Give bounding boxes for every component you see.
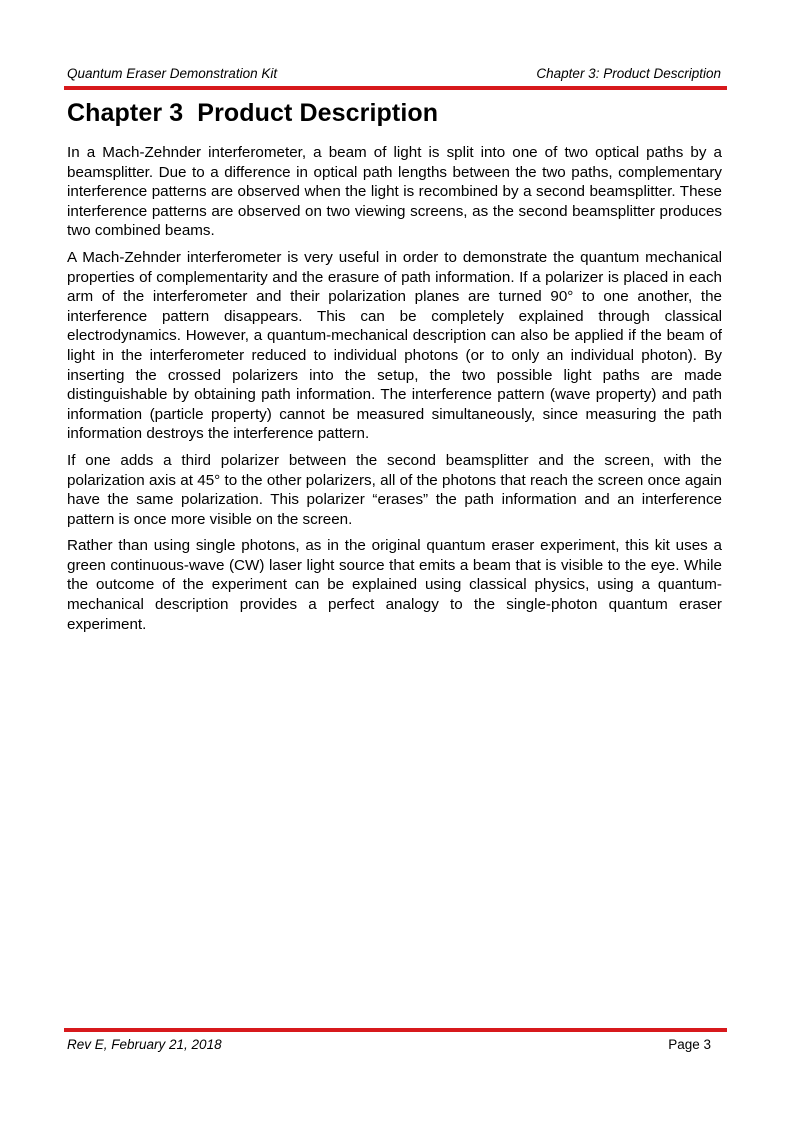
- body-text: [67, 143, 722, 641]
- footer-rule: [64, 1028, 727, 1032]
- chapter-title: Chapter 3 Product Description: [67, 99, 439, 127]
- body-paragraph: A Mach-Zehnder interferometer is very useful in order to demonstrate the quantum mechanical properties of complementarity and the erasure of path information. If a polarizer is placed in each arm of the interferometer and their polarization planes are turned 90° to one another, the interference pattern disappears. This can be completely explained through classical electrodynamics. However, a quantum-mechanical description can also be applied if the beam of light in the interferometer reduced to individual photons (or to only an individual photon). By inserting the crossed polarizers into the setup, the two possible light paths are made distinguishable by obtaining path information. The interference pattern (wave property) and path information (particle property) cannot be measured simultaneously, since measuring the path information destroys the interference pattern.: [67, 248, 722, 443]
- header-document-title: Quantum Eraser Demonstration Kit: [67, 66, 278, 81]
- footer-revision: Rev E, February 21, 2018: [67, 1037, 222, 1052]
- footer-page-number: Page 3: [668, 1037, 711, 1052]
- body-paragraph: Rather than using single photons, as in the original quantum eraser experiment, this kit uses a green continuous-wave (CW) laser light source that emits a beam that is visible to the eye. While the outcome of the experiment can be explained using classical physics, using a quantum-mechanical description provides a perfect analogy to the single-photon quantum eraser experiment.: [67, 537, 722, 633]
- header-rule: [64, 86, 727, 90]
- running-header: [67, 66, 721, 86]
- header-chapter-title: Chapter 3: Product Description: [536, 66, 721, 81]
- running-footer: [67, 1037, 711, 1052]
- body-paragraph: In a Mach-Zehnder interferometer, a beam of light is split into one of two optical paths by a beamsplitter. Due to a difference in optical path lengths between the two paths, complementary interference patterns are observed when the light is recombined by a second beamsplitter. These interference patterns are observed on two viewing screens, as the second beamsplitter produces two combined beams.: [67, 144, 722, 240]
- body-paragraph: If one adds a third polarizer between the second beamsplitter and the screen, with the polarization axis at 45° to the other polarizers, all of the photons that reach the screen once again have the same polarization. This polarizer “erases” the path information and an interference pattern is once more visible on the screen.: [67, 451, 722, 528]
